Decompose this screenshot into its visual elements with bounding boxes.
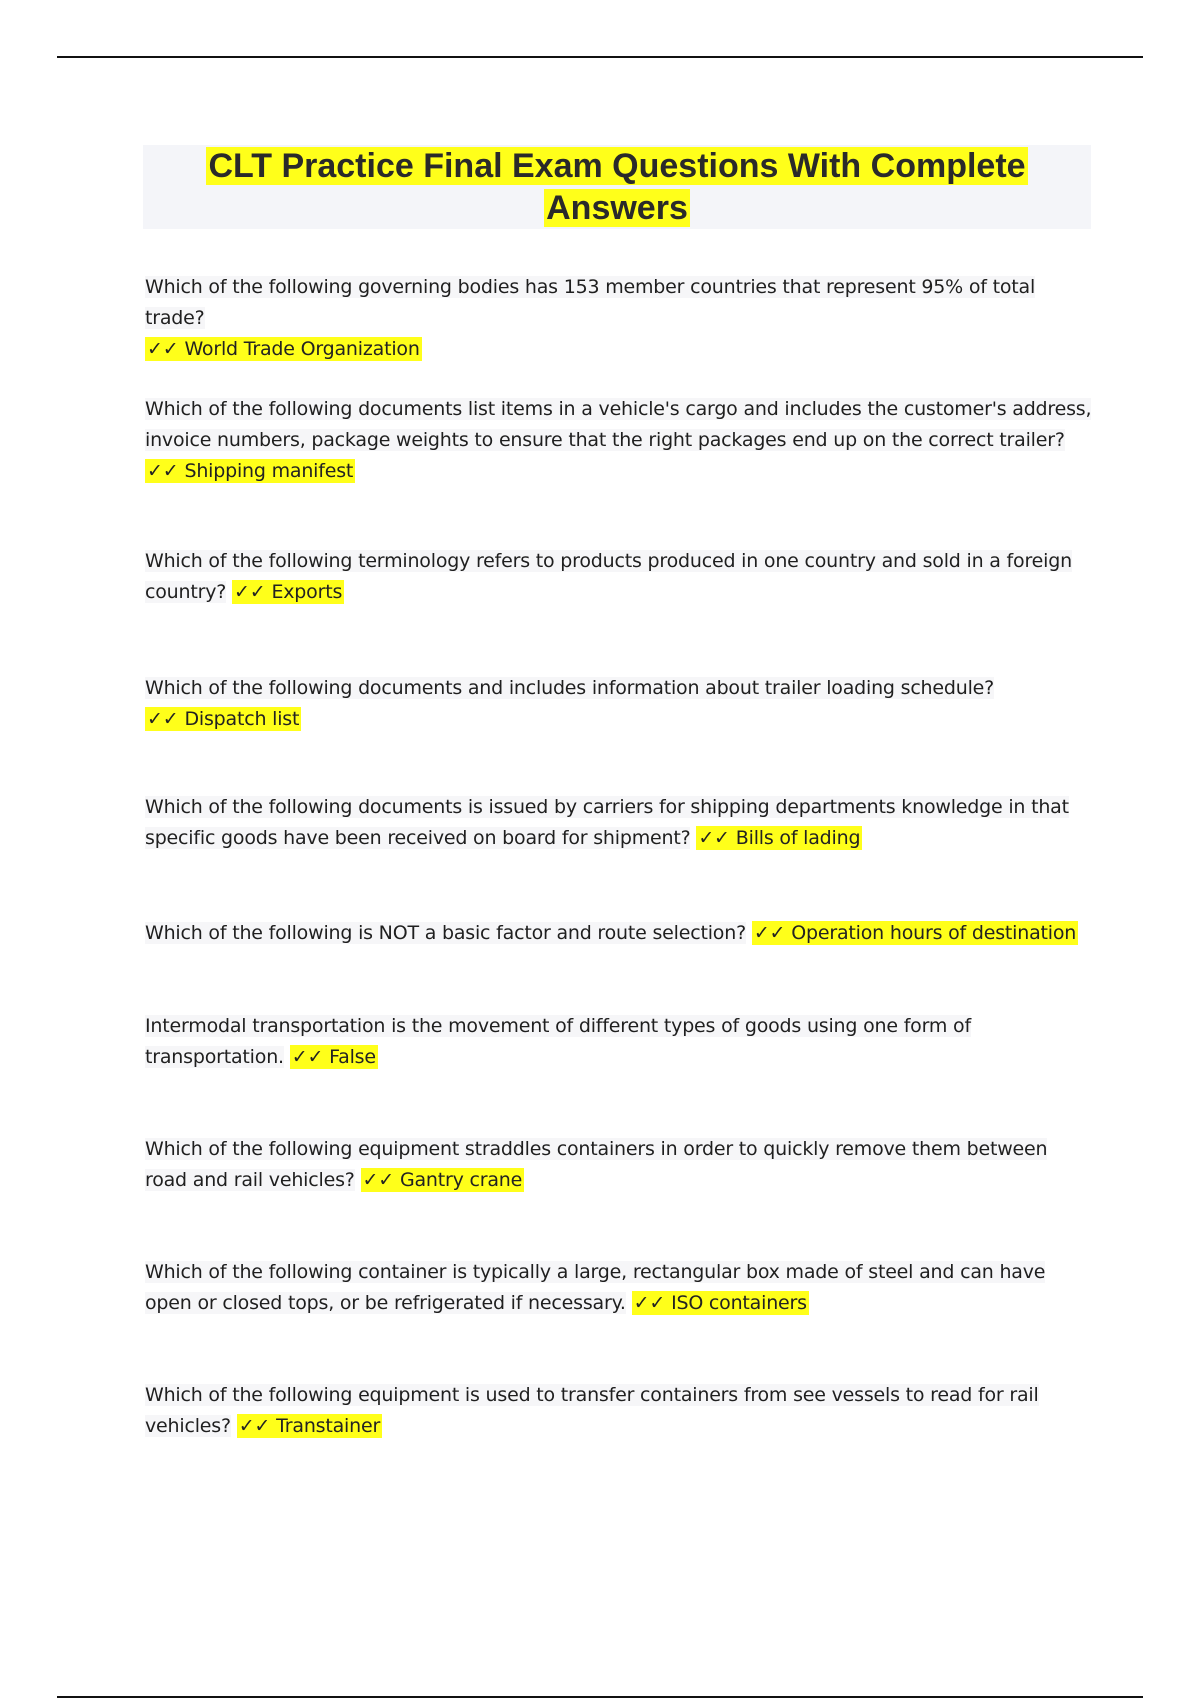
answer-highlight: [632, 1291, 809, 1315]
answer-text: Bills of lading: [735, 827, 861, 849]
double-check-icon: ✓✓: [147, 708, 179, 730]
answer-highlight: [145, 707, 301, 731]
answer-highlight: [361, 1168, 525, 1192]
double-check-icon: ✓✓: [147, 460, 179, 482]
qa-item: [145, 1257, 1095, 1319]
double-check-icon: ✓✓: [362, 1169, 394, 1191]
qa-item: [145, 272, 1095, 365]
answer-highlight: [232, 580, 344, 604]
qa-item: [145, 394, 1095, 487]
double-check-icon: ✓✓: [698, 827, 730, 849]
qa-item: [145, 918, 1095, 949]
question-text: Which of the following is NOT a basic factor and route selection?: [145, 922, 746, 944]
question-text: Which of the following equipment straddles containers in order to quickly remove them between road and rail vehicles?: [145, 1138, 1048, 1191]
title-line-2: Answers: [546, 189, 688, 227]
document-title: [143, 145, 1091, 229]
answer-text: ISO containers: [671, 1292, 807, 1314]
qa-item: [145, 1380, 1095, 1442]
qa-item: [145, 673, 1095, 735]
question-text: Which of the following container is typically a large, rectangular box made of steel and can have open or closed tops, or be refrigerated if necessary.: [145, 1261, 1046, 1314]
double-check-icon: ✓✓: [291, 1046, 324, 1068]
qa-item: [145, 1134, 1095, 1196]
answer-highlight: [290, 1045, 378, 1069]
answer-highlight: [696, 826, 862, 850]
question-text: Which of the following documents list items in a vehicle's cargo and includes the customer's address, invoice numbers, package weights to ensure that the right packages end up on the correct trailer?: [145, 398, 1092, 451]
qa-item: [145, 546, 1095, 608]
question-text: Which of the following terminology refers to products produced in one country and sold in a foreign country?: [145, 550, 1072, 603]
question-text: Which of the following documents is issued by carriers for shipping departments knowledge in that specific goods have been received on board for shipment?: [145, 796, 1069, 849]
answer-highlight: [237, 1414, 382, 1438]
question-text: Which of the following equipment is used to transfer containers from see vessels to read for rail vehicles?: [145, 1384, 1039, 1437]
question-text: Intermodal transportation is the movement of different types of goods using one form of transportation.: [145, 1015, 971, 1068]
title-line-1: CLT Practice Final Exam Questions With Complete: [208, 147, 1026, 185]
answer-highlight: [752, 921, 1078, 945]
double-check-icon: ✓✓: [753, 922, 786, 944]
top-rule: [57, 56, 1143, 58]
double-check-icon: ✓✓: [238, 1415, 271, 1437]
answer-text: Dispatch list: [184, 708, 300, 730]
double-check-icon: ✓✓: [633, 1292, 666, 1314]
answer-highlight: [145, 337, 422, 361]
bottom-rule: [57, 1696, 1143, 1698]
double-check-icon: ✓✓: [147, 338, 179, 360]
answer-text: Shipping manifest: [184, 460, 354, 482]
answer-text: Exports: [271, 581, 343, 603]
answer-text: World Trade Organization: [184, 338, 420, 360]
double-check-icon: ✓✓: [234, 581, 266, 603]
answer-text: False: [329, 1046, 376, 1068]
qa-item: [145, 1011, 1095, 1073]
question-text: Which of the following documents and includes information about trailer loading schedule?: [145, 677, 995, 699]
answer-highlight: [145, 459, 355, 483]
qa-item: [145, 792, 1095, 854]
answer-text: Operation hours of destination: [791, 922, 1077, 944]
answer-text: Transtainer: [276, 1415, 381, 1437]
question-text: Which of the following governing bodies has 153 member countries that represent 95% of total trade?: [145, 276, 1036, 329]
answer-text: Gantry crane: [399, 1169, 523, 1191]
